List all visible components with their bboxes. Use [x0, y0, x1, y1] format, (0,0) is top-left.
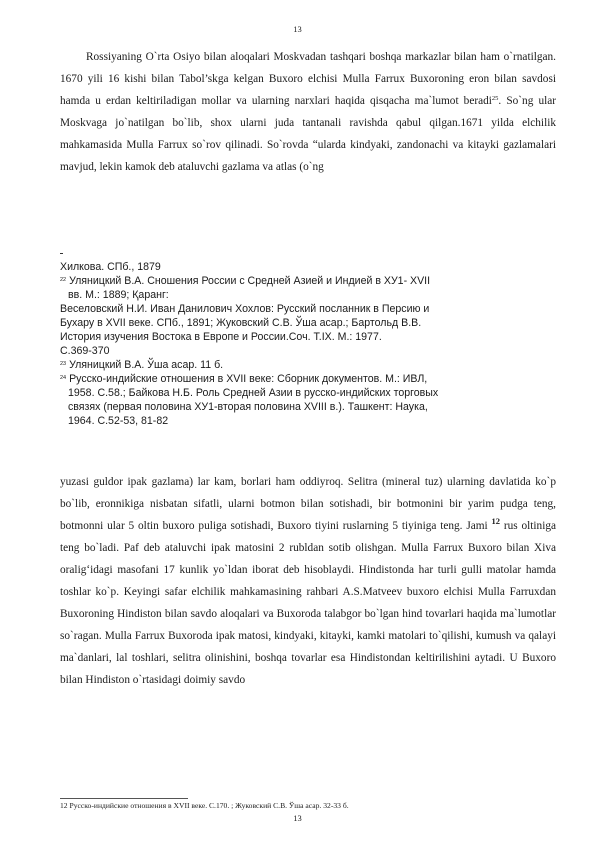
page-number-bottom: 13 [293, 813, 302, 823]
footnote-23-marker: 23 [60, 361, 67, 367]
footnote-22-line-5: История изучения Востока в Европе и России.Соч. Т.IX. М.: 1977. [60, 331, 382, 343]
paragraph-2-text-a: yuzasi guldor ipak gazlama) lar kam, borlari ham oddiyroq. Selitra (mineral tuz) ularning davlatida ko`p bo`lib, eronnikiga nisbatan sifatli, ularni botmon bilan sotishadi, bir botmonini bir yarim pudga teng, botmonni ular 5 oltin buxoro puliga sotishadi, Buxoro tiyini ruslarning 5 tiyiniga teng. Jami [60, 476, 556, 532]
footnote-22-line-1: Уляницкий В.А. Сношения России с Средней Азией и Индией в ХУ1- XVII [69, 275, 431, 287]
footnote-24 [60, 372, 560, 386]
footnote-24-marker: 24 [60, 375, 67, 381]
footnote-continuation: Хилкова. СПб., 1879 [60, 261, 161, 273]
paragraph-1-text-b: . So`ng ular Moskvaga jo`natilgan bo`lib, shox ularni juda tantanali ravishda qabul qilgan.1671 yilda elchilik mahkamasida Mulla Farrux so`rov qilinadi. So`rovda “ularda kindyaki, zandonachi va kitayki gazlamalari mavjud, lekin kamok deb ataluvchi gazlama va atlas (o`ng [60, 95, 557, 173]
footnote-24-line-2: 1958. С.58.; Байкова Н.Б. Роль Средней Азии в русско-индийских торговых [68, 387, 439, 399]
footnotes-block [60, 246, 560, 428]
footnote-ref-25[interactable]: 25 [491, 95, 499, 102]
paragraph-2-text-b: rus oltiniga teng bo`ladi. Paf deb ataluvchi ipak matosini 2 rubldan sotib olishgan. Mulla Farrux Buxoro bilan Xiva oralig‘idagi masofani 17 kunlik yo`ldan iborat deb hisoblaydi. Hindistonda har turli gulli matolar hamda toshlar ko`p. Keyingi safar elchilik mahkamasining rahbari A.S.Matveev buxoro elchisi Mulla Farruxdan Buxoroning Hindiston bilan savdo aloqalari va Buxoroda talabgor bo`lgan hind tovarlari haqida ma`lumotlar so`ragan. Mulla Farrux Buxoroda ipak matosi, kindyaki, kitayki, kamki matolari to`qilishi, kumush va qalayi ma`danlari, lal toshlari, selitra olinishini, boshqa tovarlar esa Hindistondan keltirilishini aytadi. U Buxoro bilan Hindiston o`rtasidagi doimiy savdo [60, 520, 556, 686]
footnote-23-text: Уляницкий В.А. Ўша асар. 11 б. [69, 359, 224, 371]
paragraph-1 [60, 46, 556, 178]
paragraph-1-text-a: Rossiyaning O`rta Osiyo bilan aloqalari Moskvadan tashqari boshqa markazlar bilan ham o`rnatilgan. 1670 yili 16 kishi bilan Tabol’skga kelgan Buxoro elchisi Mulla Farrux Buxoroning eron bilan savdosi hamda u erdan keltiriladigan mollar va ularning narxlari haqida qisqacha ma`lumot beradi [60, 51, 556, 107]
footnote-22-marker: 22 [60, 277, 67, 283]
paragraph-2 [60, 471, 556, 691]
footnote-22-line-4: Бухару в XVII веке. СПб., 1891; Жуковский С.В. Ўша асар.; Бартольд В.В. [60, 317, 422, 329]
footnote-rule [60, 798, 188, 799]
footnote-24-line-4: 1964. С.52-53, 81-82 [68, 415, 169, 427]
footnote-22 [60, 274, 560, 288]
footnote-22-line-6: С.369-370 [60, 345, 110, 357]
footnote-22-line-2: вв. М.: 1889; Қаранг: [68, 289, 169, 301]
footnote-24-line-1: Русско-индийские отношения в XVII веке: Сборник документов. М.: ИВЛ, [69, 373, 428, 385]
footnote-separator [60, 246, 560, 260]
footnote-23 [60, 358, 560, 372]
footnote-12: 12 Русско-индийские отношения в XVII веке. С.170. ; Жуковский С.В. Ўша асар. 32-33 б. [60, 801, 349, 810]
footnote-24-line-3: связях (первая половина ХУ1-вторая половина XVIII в.). Ташкент: Наука, [68, 401, 428, 413]
footnote-ref-12[interactable]: 12 [491, 516, 500, 526]
footnote-22-line-3: Веселовский Н.И. Иван Данилович Хохлов: Русский посланник в Персию и [60, 303, 430, 315]
page-number-top: 13 [293, 24, 302, 34]
